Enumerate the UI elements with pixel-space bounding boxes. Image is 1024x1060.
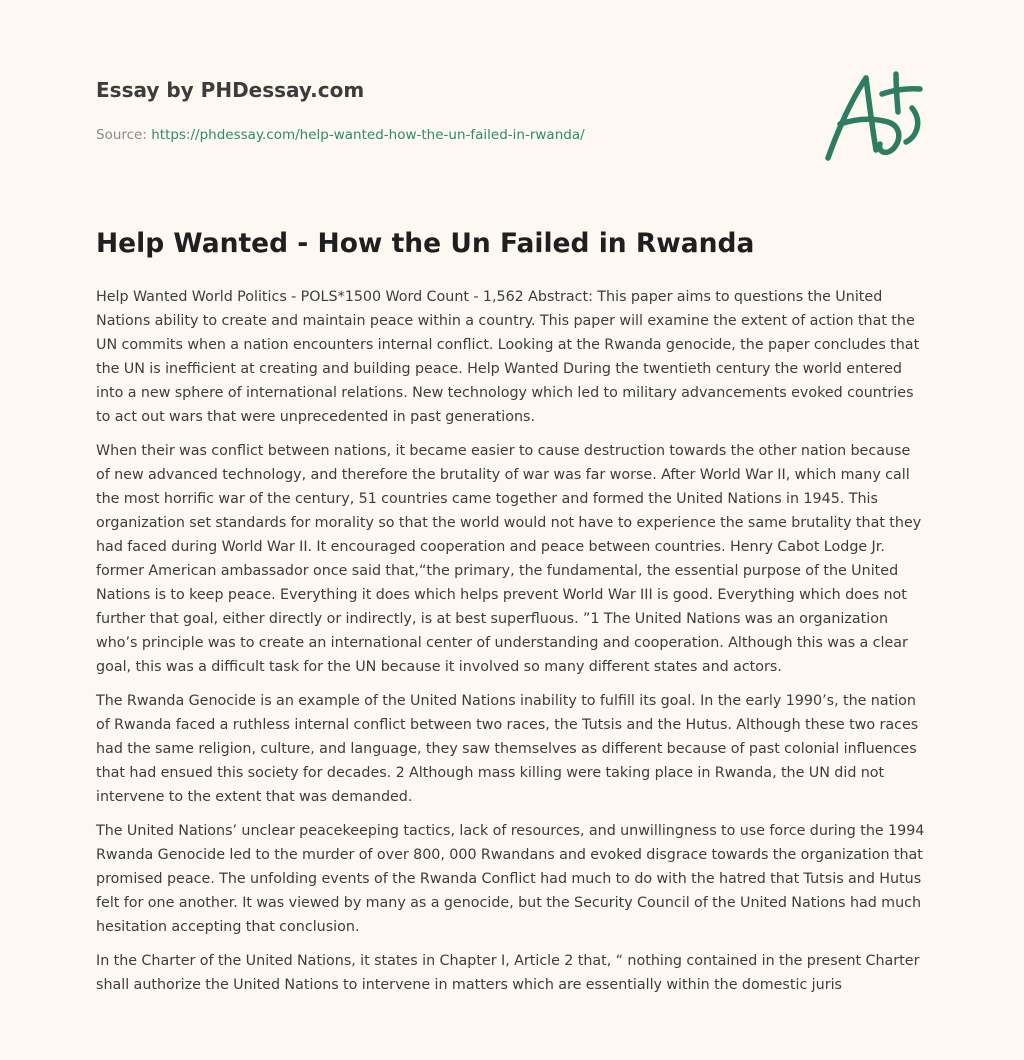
site-title: Essay by PHDessay.com [96,78,365,102]
a-plus-logo-icon [822,68,926,164]
paragraph: In the Charter of the United Nations, it states in Chapter I, Article 2 that, “ nothing contained in the present Charter shall authorize the United Nations to intervene in matters which are essentially within the domestic juris [96,953,920,993]
paragraph: The United Nations’ unclear peacekeeping tactics, lack of resources, and unwillingness to use force during the 1994 Rwanda Genocide led to the murder of over 800, 000 Rwandans and evoked disgrace towards the organization that promised peace. The unfolding events of the Rwanda Conflict had much to do with the hatred that Tutsis and Hutus felt for one another. It was viewed by many as a genocide, but the Security Council of the United Nations had much hesitation accepting that conclusion. [96,823,925,935]
paragraph: Help Wanted World Politics - POLS*1500 Word Count - 1,562 Abstract: This paper aims to questions the United Nations ability to create and maintain peace within a country. This paper will examine the extent of action that the UN commits when a nation encounters internal conflict. Looking at the Rwanda genocide, the paper concludes that the UN is inefficient at creating and building peace. Help Wanted During the twentieth century the world entered into a new sphere of international relations. New technology which led to military advancements evoked countries to act out wars that were unprecedented in past generations. [96,289,920,425]
source-label: Source: [96,127,147,143]
paragraph: The Rwanda Genocide is an example of the United Nations inability to fulfill its goal. In the early 1990’s, the nation of Rwanda faced a ruthless internal conflict between two races, the Tutsis and the Hutus. Although these two races had the same religion, culture, and language, they saw themselves as different because of past colonial influences that had ensued this society for decades. 2 Although mass killing were taking place in Rwanda, the UN did not intervene to the extent that was demanded. [96,693,919,805]
source-line [96,126,796,144]
source-link[interactable]: https://phdessay.com/help-wanted-how-the-un-failed-in-rwanda/ [151,127,585,143]
essay-title: Help Wanted - How the Un Failed in Rwanda [96,228,755,259]
essay-header [96,76,796,144]
essay-body [96,285,928,1007]
paragraph: When their was conflict between nations, it became easier to cause destruction towards the other nation because of new advanced technology, and therefore the brutality of war was far worse. After World War II, which many call the most horrific war of the century, 51 countries came together and formed the United Nations in 1945. This organization set standards for morality so that the world would not have to experience the same brutality that they had faced during World War II. It encouraged cooperation and peace between countries. Henry Cabot Lodge Jr. former American ambassador once said that,“the primary, the fundamental, the essential purpose of the United Nations is to keep peace. Everything it does which helps prevent World War III is good. Everything which does not further that goal, either directly or indirectly, is at best superfluous. ”1 The United Nations was an organization who’s principle was to create an international center of understanding and cooperation. Although this was a clear goal, this was a difficult task for the UN because it involved so many different states and actors. [96,443,922,675]
